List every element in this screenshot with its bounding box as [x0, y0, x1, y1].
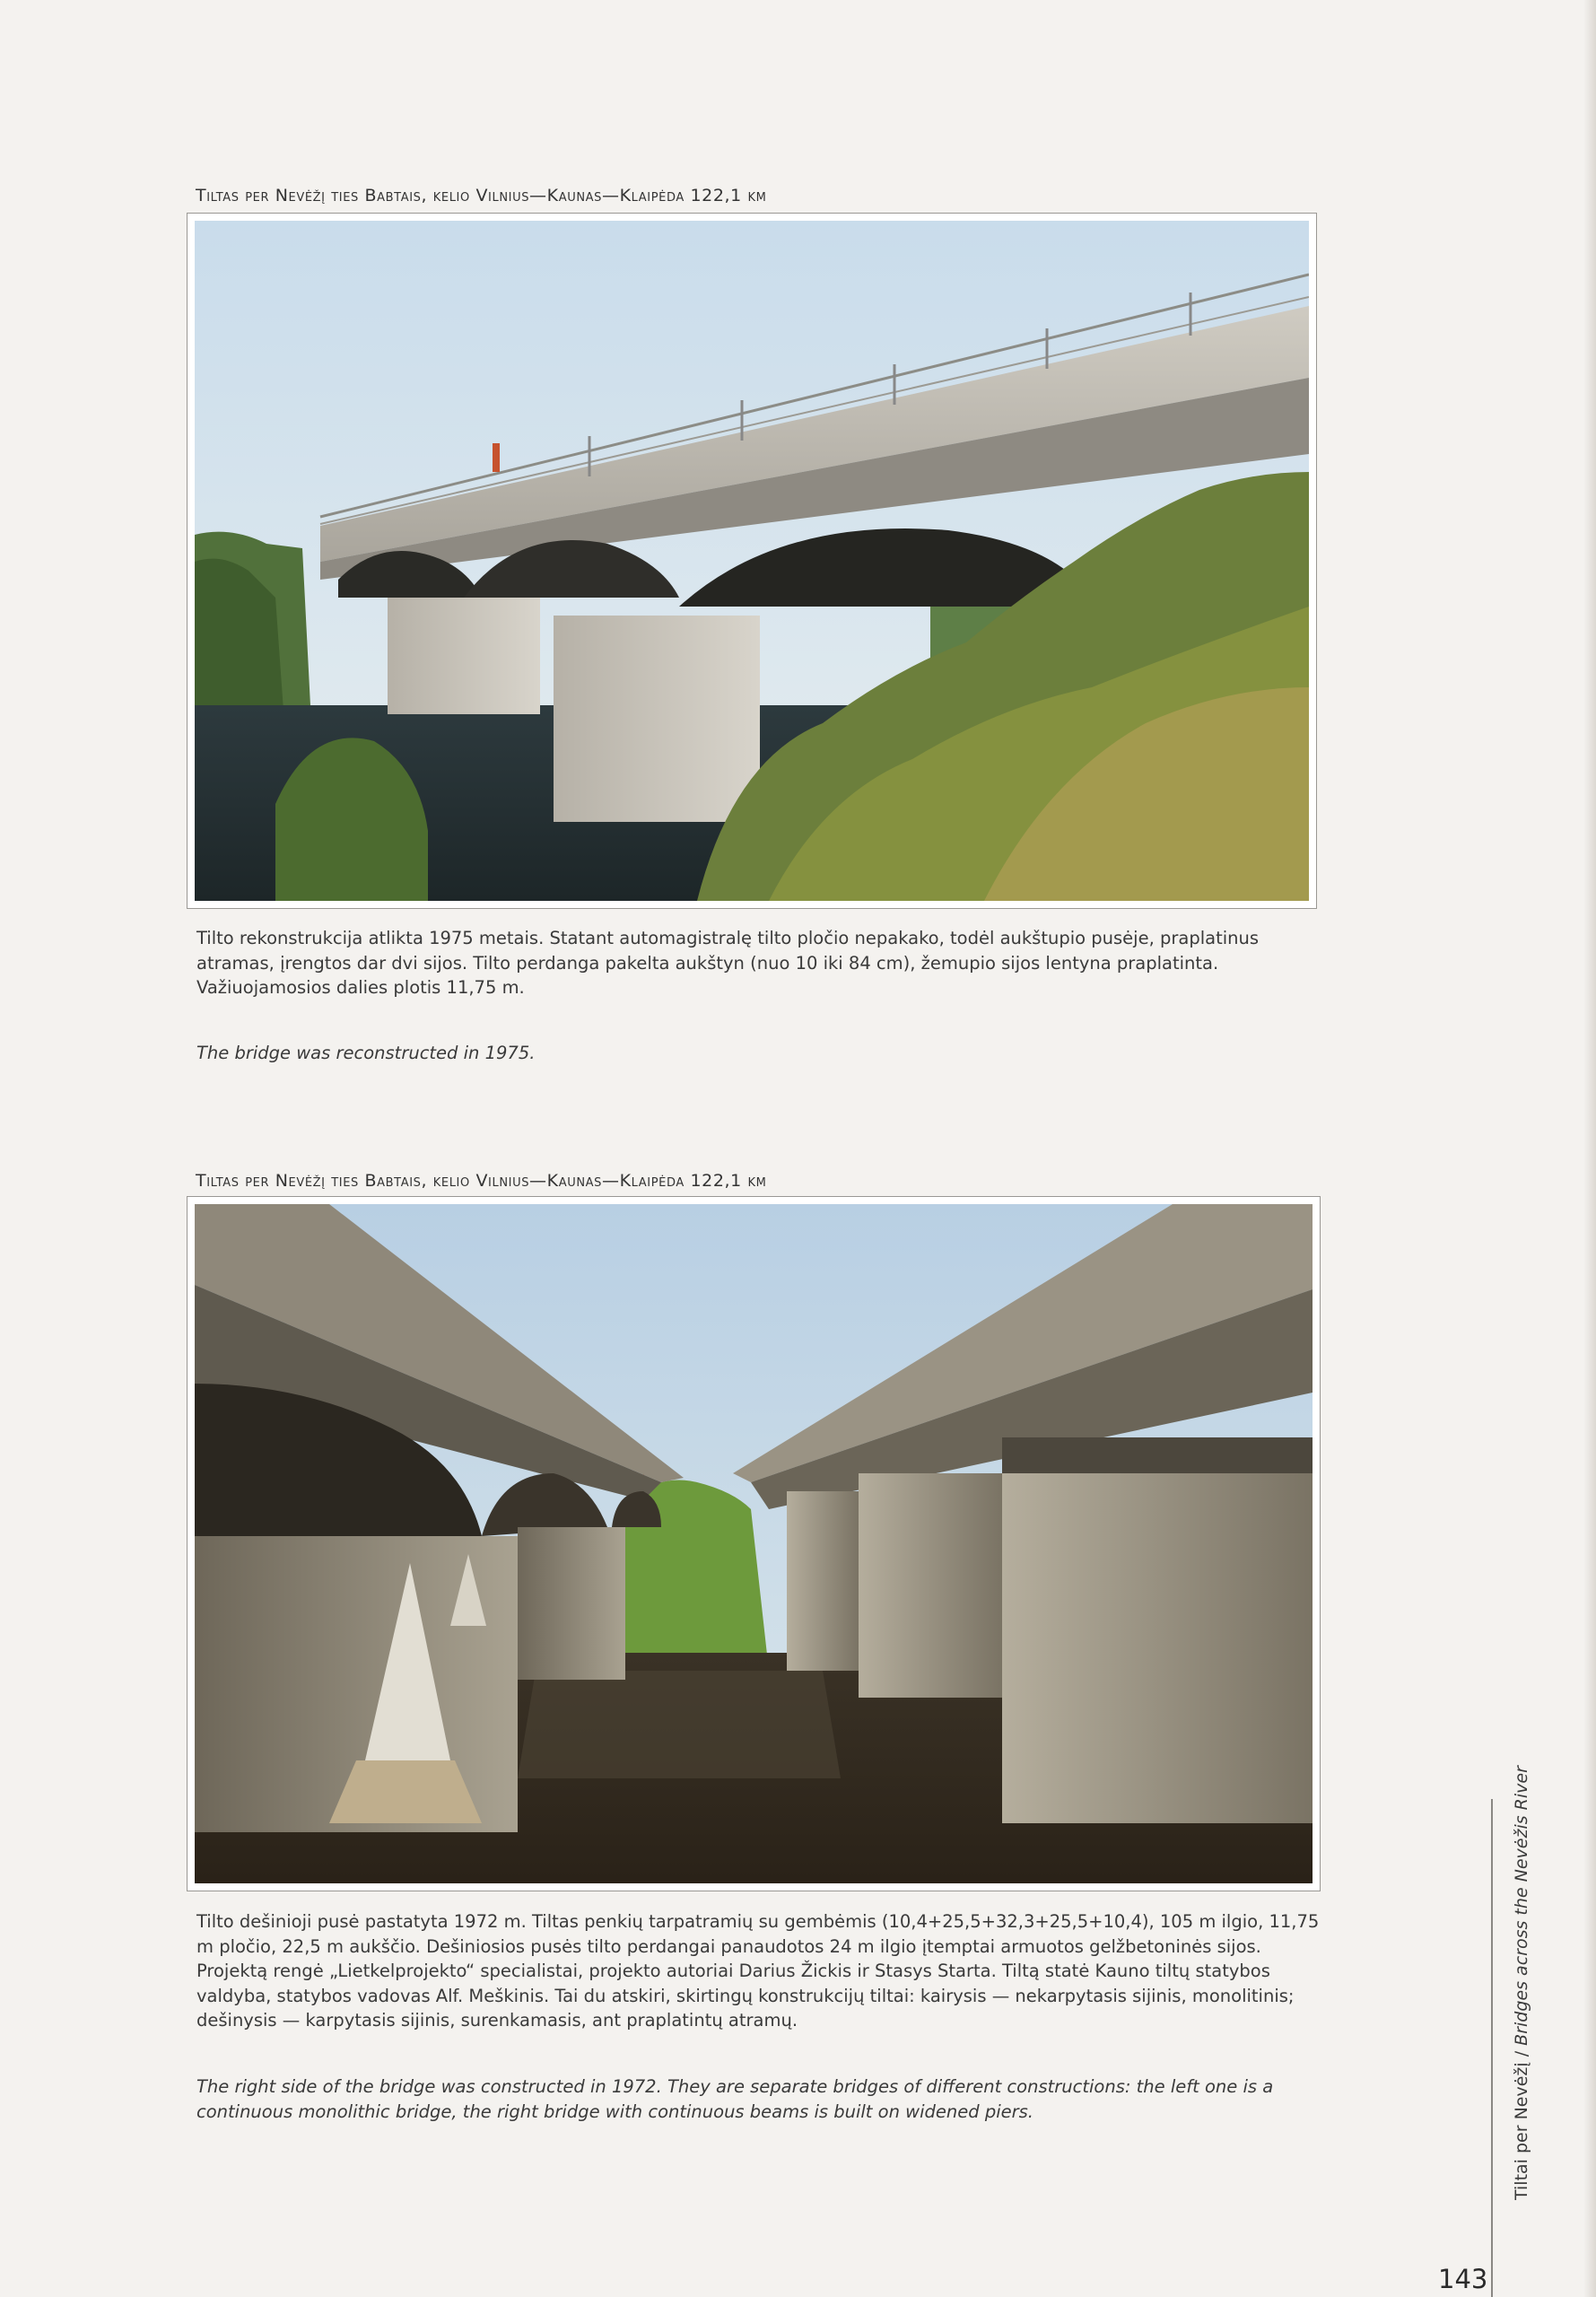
section1-heading: Tiltas per Nevėžį ties Babtais, kelio Vilnius—Kaunas—Klaipėda 122,1 km — [196, 186, 767, 205]
page-edge-shadow — [1583, 0, 1596, 2297]
sidebar-title-lt: Tiltai per Nevėžį / — [1512, 2045, 1531, 2200]
section2-caption-lt: Tilto dešinioji pusė pastatyta 1972 m. Tiltas penkių tarpatramių su gembėmis (10,4+25,5+32,3+25,5+10,4), 105 m ilgio, 11,75 m pločio, 22,5 m aukščio. Dešiniosios pusės tilto perdangai panaudotos 24 m ilgio įtemptai armuotos gelžbetoninės sijos. Projektą rengė „Lietkelprojekto“ specialistai, projekto autoriai Darius Žickis ir Stasys Starta. Tiltą statė Kauno tiltų statybos valdyba, statybos vadovas Alf. Meškinis. Tai du atskiri, skirtingų konstrukcijų tiltai: kairysis — nekarpytasis sijinis, monolitinis; dešinysis — karpytasis sijinis, surenkamasis, ant praplatintų atramų. — [196, 1911, 1320, 2031]
bridge-side-view-photo — [195, 221, 1309, 901]
page-number: 143 — [1438, 2264, 1488, 2294]
section2-caption-en: The right side of the bridge was constructed in 1972. They are separate bridges of different constructions: the left one is a continuous monolithic bridge, the right bridge with continuous beams is built on widened piers. — [196, 2076, 1274, 2122]
section1-caption-en: The bridge was reconstructed in 1975. — [196, 1043, 536, 1063]
section1-caption-lt: Tilto rekonstrukcija atlikta 1975 metais. Statant automagistralę tilto pločio nepakako, todėl aukštupio pusėje, praplatinus atramas, įrengtos dar dvi sijos. Tilto perdanga pakelta aukštyn (nuo 10 iki 84 cm), žemupio sijos lentyna praplatinta. Važiuojamosios dalies plotis 11,75 m. — [196, 928, 1260, 998]
section2-heading: Tiltas per Nevėžį ties Babtais, kelio Vilnius—Kaunas—Klaipėda 122,1 km — [196, 1171, 767, 1191]
sidebar-running-title — [1512, 1766, 1531, 2200]
sidebar-title-en: Bridges across the Nevėžis River — [1512, 1766, 1531, 2046]
sidebar-rule — [1491, 1799, 1493, 2297]
bridges-underside-view-photo — [195, 1204, 1313, 1883]
